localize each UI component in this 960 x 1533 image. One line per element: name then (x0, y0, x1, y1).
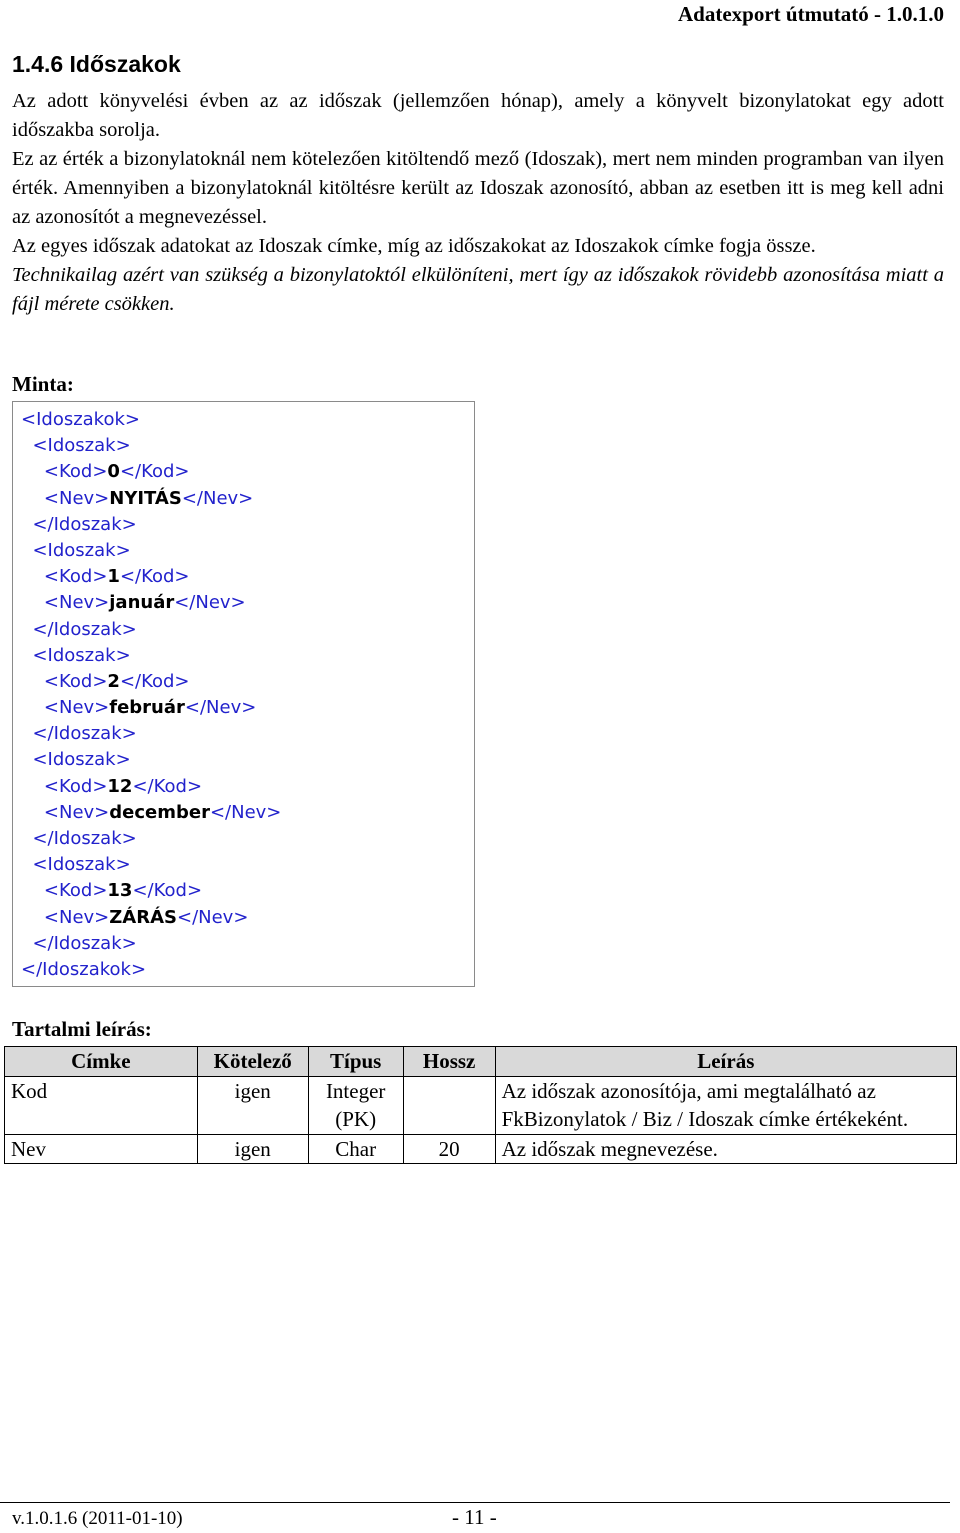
document-header-title: Adatexport útmutató - 1.0.1.0 (678, 2, 944, 26)
xml-open-tag: <Nev> (43, 592, 110, 614)
table-row (5, 1134, 957, 1164)
column-header: Címke (5, 1047, 198, 1077)
xml-indent (21, 854, 32, 875)
xml-open-tag: </Idoszak> (32, 932, 137, 954)
xml-indent (21, 435, 32, 456)
xml-indent (21, 592, 44, 613)
xml-indent (21, 619, 32, 640)
xml-value: 12 (107, 775, 133, 797)
xml-open-tag: <Nev> (43, 801, 110, 823)
table-cell: igen (197, 1076, 308, 1134)
section-heading: 1.4.6 Időszakok (12, 51, 181, 77)
xml-line (21, 407, 281, 433)
table-label: Tartalmi leírás: (12, 1017, 152, 1041)
body-text (12, 87, 944, 319)
xml-sample-lines (21, 407, 281, 983)
xml-value: január (109, 592, 175, 614)
table-cell: Az időszak azonosítója, ami megtalálható az FkBizonylatok / Biz / Idoszak címke értékeként. (495, 1076, 956, 1134)
xml-line (21, 617, 281, 643)
table-cell: Nev (5, 1134, 198, 1164)
xml-value: 2 (107, 670, 120, 692)
table-header-row (5, 1047, 957, 1077)
xml-close-tag: </Nev> (177, 906, 249, 928)
xml-open-tag: <Kod> (43, 775, 108, 797)
xml-open-tag: <Nev> (43, 906, 110, 928)
xml-open-tag: <Kod> (43, 566, 108, 588)
xml-line (21, 695, 281, 721)
table-cell: igen (197, 1134, 308, 1164)
xml-indent (21, 933, 32, 954)
column-header: Hossz (403, 1047, 495, 1077)
xml-line (21, 486, 281, 512)
paragraph: Az adott könyvelési évben az az időszak (jellemzően hónap), amely a könyvelt bizonylatokat egy adott időszakba sorolja. (12, 90, 944, 141)
xml-value: 1 (107, 566, 120, 588)
paragraph-italic: Technikailag azért van szükség a bizonylatoktól elkülöníteni, mert így az időszakok rövidebb azonosítása miatt a fájl mérete csökken. (12, 264, 944, 315)
xml-line (21, 669, 281, 695)
xml-open-tag: <Idoszak> (32, 749, 131, 771)
xml-indent (21, 566, 44, 587)
column-header: Leírás (495, 1047, 956, 1077)
xml-line (21, 826, 281, 852)
xml-line (21, 774, 281, 800)
xml-open-tag: </Idoszak> (32, 828, 137, 849)
xml-indent (21, 697, 44, 718)
xml-line (21, 643, 281, 669)
xml-line (21, 433, 281, 459)
xml-indent (21, 540, 32, 561)
table-cell: Kod (5, 1076, 198, 1134)
xml-open-tag: <Kod> (43, 461, 108, 483)
xml-value: december (109, 801, 210, 823)
xml-sample-box (12, 401, 475, 987)
xml-indent (21, 802, 44, 823)
xml-open-tag: <Nev> (43, 487, 110, 509)
xml-line (21, 590, 281, 616)
xml-close-tag: </Nev> (184, 697, 257, 719)
xml-close-tag: </Nev> (181, 487, 254, 509)
xml-indent (21, 645, 32, 666)
xml-value: február (109, 697, 185, 719)
xml-close-tag: </Kod> (119, 461, 190, 483)
xml-open-tag: <Idoszakok> (21, 409, 140, 430)
xml-open-tag: <Nev> (43, 697, 110, 719)
xml-line (21, 564, 281, 590)
table-cell (403, 1076, 495, 1134)
xml-line (21, 721, 281, 747)
xml-line (21, 957, 281, 983)
xml-close-tag: </Kod> (132, 880, 203, 902)
xml-open-tag: </Idoszak> (32, 618, 137, 640)
sample-label: Minta: (12, 372, 74, 396)
column-header: Típus (308, 1047, 403, 1077)
xml-line (21, 905, 281, 931)
xml-line (21, 538, 281, 564)
xml-value: NYITÁS (109, 487, 182, 509)
xml-close-tag: </Kod> (119, 670, 190, 692)
page-number: - 11 - (452, 1505, 497, 1529)
xml-indent (21, 461, 44, 482)
xml-close-tag: </Kod> (119, 566, 190, 588)
xml-open-tag: <Kod> (43, 880, 108, 902)
xml-indent (21, 514, 32, 535)
xml-open-tag: </Idoszakok> (21, 958, 147, 980)
xml-close-tag: </Nev> (209, 801, 282, 823)
table-cell: Char (308, 1134, 403, 1164)
footer-version: v.1.0.1.6 (2011-01-10) (12, 1508, 183, 1529)
xml-indent (21, 776, 44, 797)
xml-line (21, 852, 281, 878)
xml-indent (21, 749, 32, 770)
xml-line (21, 747, 281, 773)
xml-close-tag: </Kod> (132, 775, 203, 797)
xml-value: 13 (107, 880, 133, 902)
xml-line (21, 512, 281, 538)
field-description-table (4, 1046, 957, 1164)
xml-open-tag: <Idoszak> (32, 644, 131, 666)
xml-open-tag: <Idoszak> (32, 854, 131, 876)
xml-indent (21, 828, 32, 849)
column-header: Kötelező (197, 1047, 308, 1077)
xml-open-tag: <Kod> (43, 670, 108, 692)
paragraph: Ez az érték a bizonylatoknál nem kötelezően kitöltendő mező (Idoszak), mert nem minden programban van ilyen érték. Amennyiben a bizonylatoknál kitöltésre került az Idoszak azonosító, abban az esetben itt is meg kell adni az azonosítót a megnevezéssel. (12, 148, 944, 228)
xml-indent (21, 907, 44, 928)
xml-open-tag: <Idoszak> (32, 539, 131, 561)
xml-indent (21, 488, 44, 509)
table-cell: 20 (403, 1134, 495, 1164)
xml-value: 0 (107, 461, 120, 483)
xml-indent (21, 880, 44, 901)
table-cell: Az időszak megnevezése. (495, 1134, 956, 1164)
xml-indent (21, 723, 32, 744)
xml-line (21, 878, 281, 904)
xml-line (21, 459, 281, 485)
footer-divider (0, 1502, 950, 1503)
xml-open-tag: </Idoszak> (32, 513, 137, 535)
xml-open-tag: <Idoszak> (32, 435, 131, 457)
xml-value: ZÁRÁS (109, 906, 177, 928)
xml-indent (21, 671, 44, 692)
xml-line (21, 931, 281, 957)
xml-close-tag: </Nev> (174, 592, 246, 614)
table-cell: Integer (PK) (308, 1076, 403, 1134)
table-row (5, 1076, 957, 1134)
xml-line (21, 800, 281, 826)
xml-open-tag: </Idoszak> (32, 723, 137, 745)
paragraph: Az egyes időszak adatokat az Idoszak címke, míg az időszakokat az Idoszakok címke fogja össze. (12, 235, 816, 257)
